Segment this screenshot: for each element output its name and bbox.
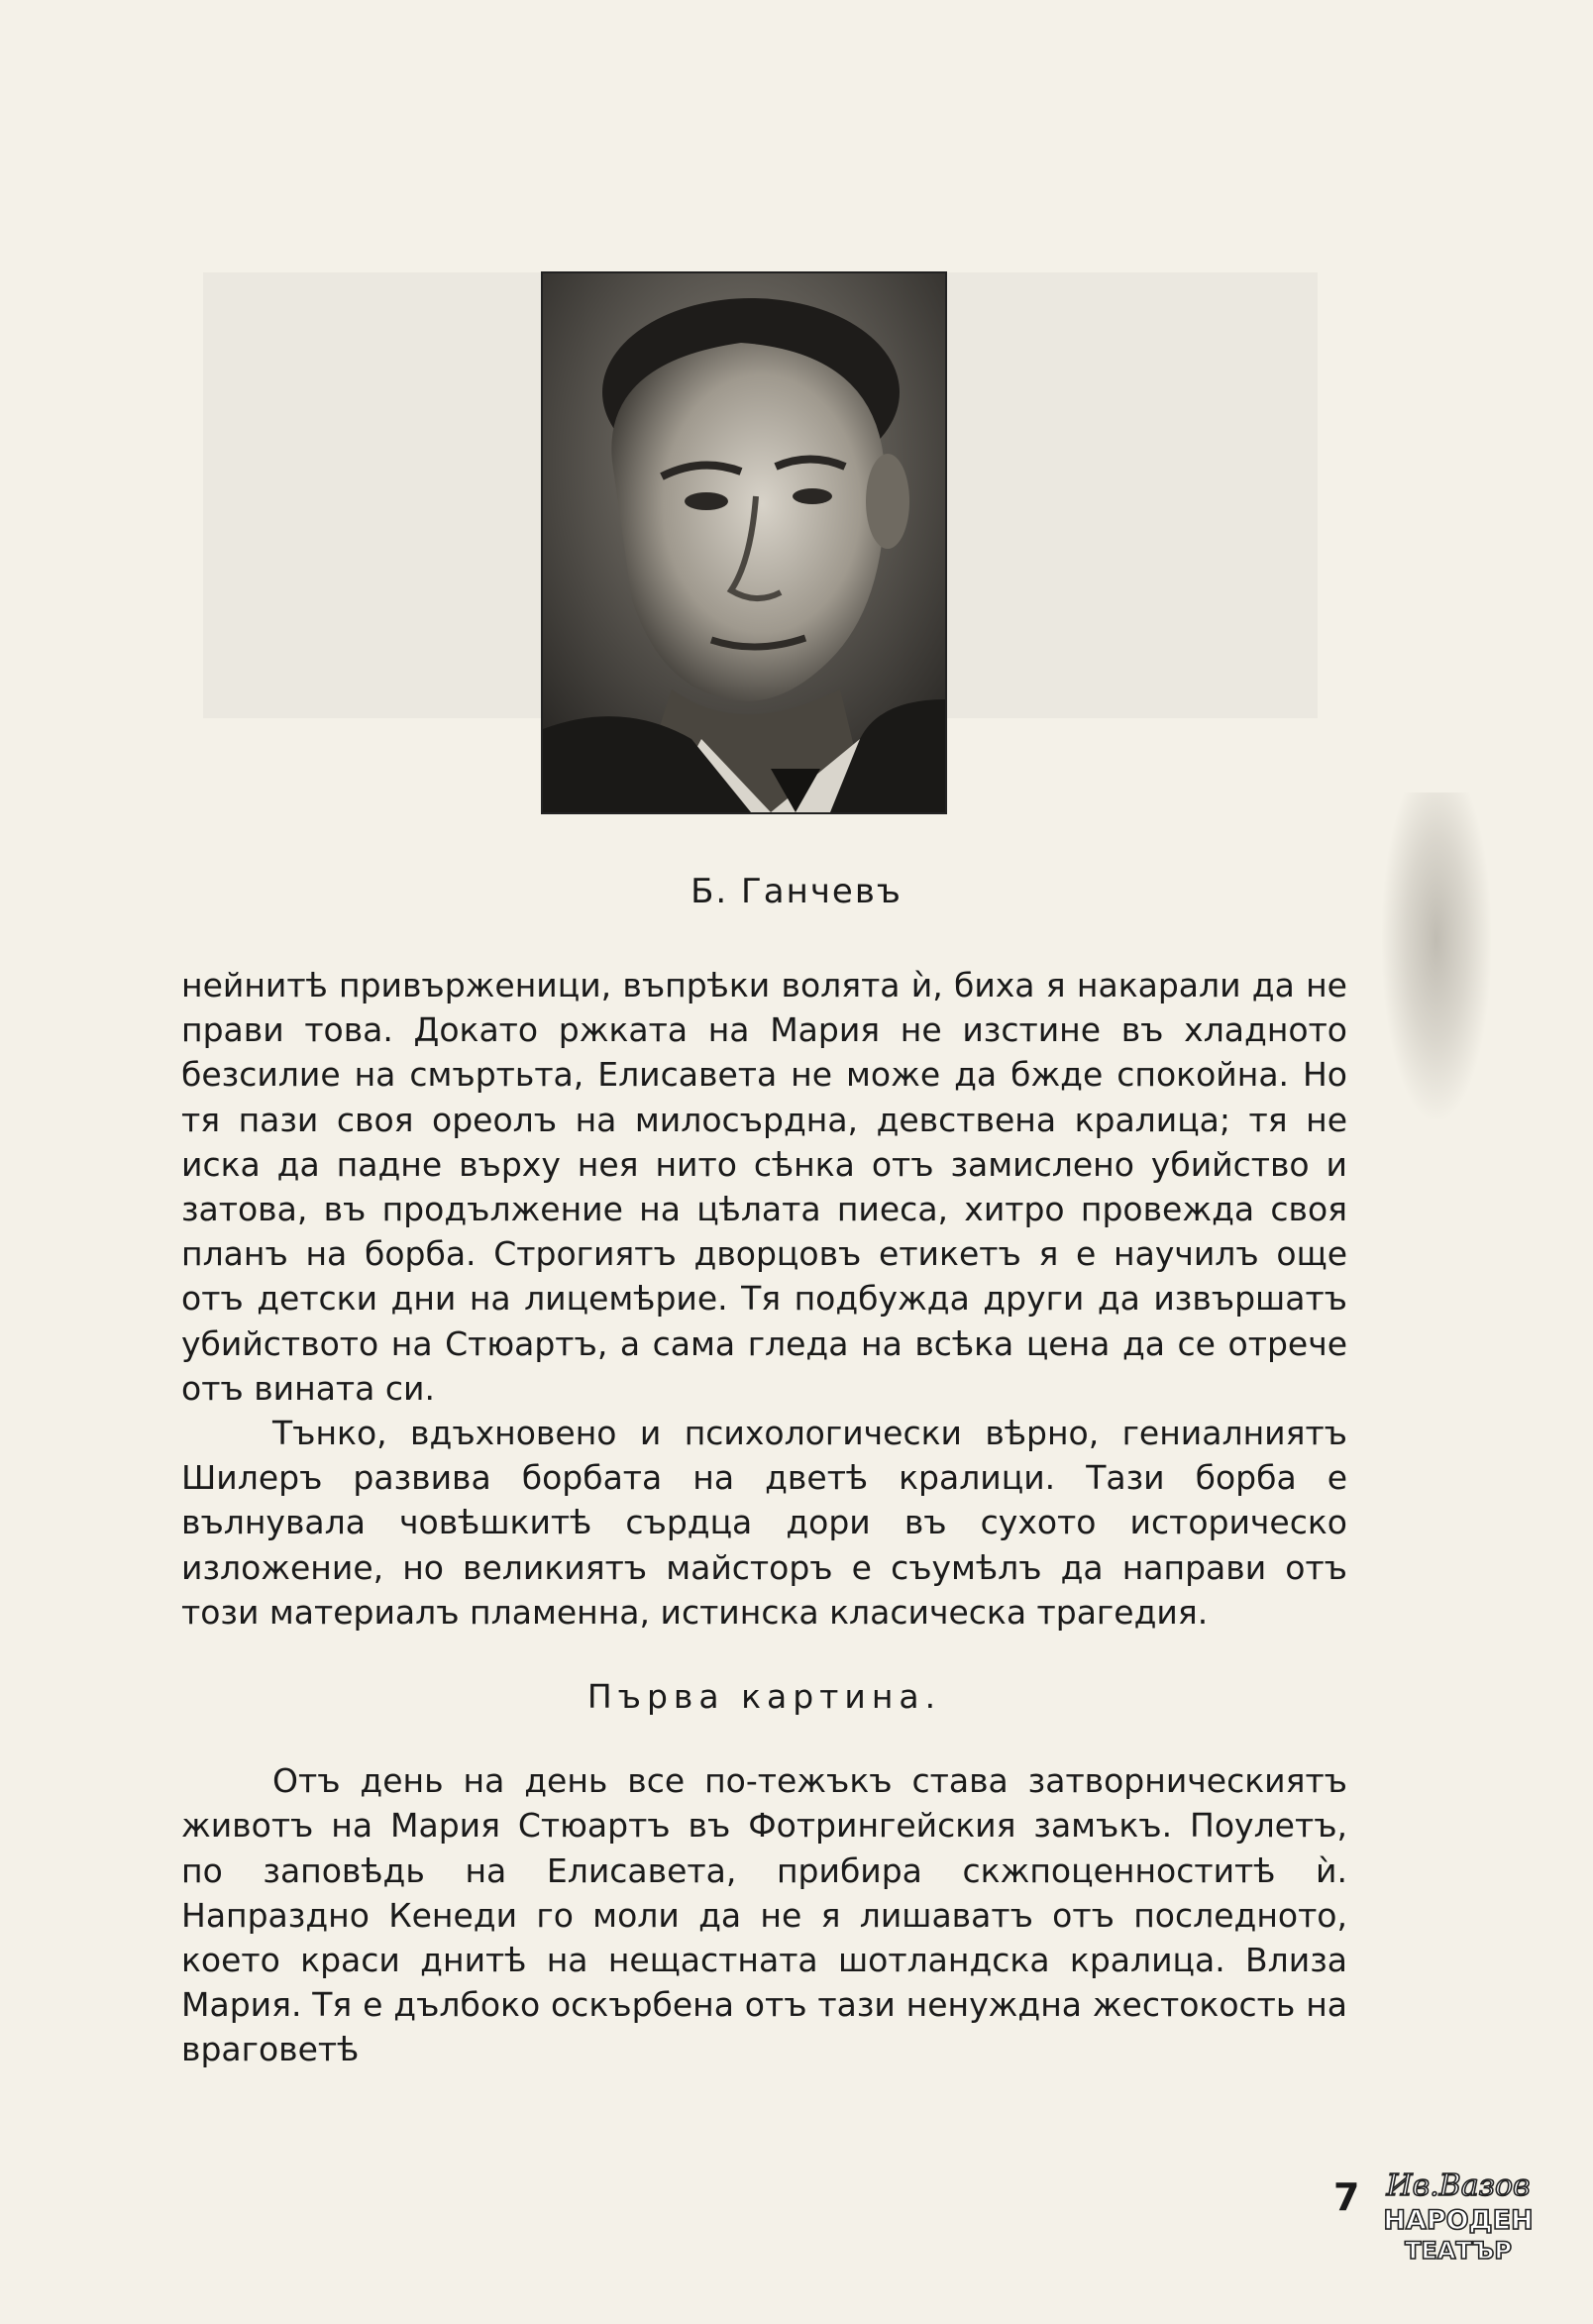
portrait-photo (541, 271, 947, 814)
paper-stain (1382, 792, 1491, 1119)
portrait-illustration (543, 273, 945, 812)
section-heading: Първа картина. (586, 1677, 942, 1717)
logo-signature: Ив.Вазов (1386, 2168, 1531, 2203)
body-text (181, 963, 1347, 2072)
section-paragraph: Отъ день на день все по-тежъкъ става затворническиятъ животъ на Мария Стюартъ въ Фотрингейския замъкъ. Поулетъ, по заповѣдь на Елисавета, прибира скжпоценноститѣ ѝ. Напраздно Кенеди го моли да не я лишаватъ отъ последното, което краси днитѣ на нещастната шотландска кралица. Влиза Мария. Тя е дълбоко оскърбена отъ тази ненуждна жестокость на враговетѣ (181, 1761, 1347, 2069)
logo-line1: НАРОДЕН (1383, 2205, 1534, 2236)
page-number: 7 (1333, 2175, 1360, 2219)
national-theatre-stamp-logo (1373, 2160, 1543, 2269)
logo-line2: ТЕАТЪР (1405, 2237, 1512, 2265)
paragraph-1: нейнитѣ привърженици, въпрѣки волята ѝ, биха я накарали да не прави това. Докато ржката на Мария не изстине въ хладното безсилие на смъртьта, Елисавета не може да бжде спокойна. Но тя пази своя ореолъ на милосърдна, девствена кралица; тя не иска да падне върху нея нито сѣнка отъ замислено убийство и затова, въ продължение на цѣлата пиеса, хитро провежда своя планъ на борба. Строгиятъ дворцовъ етикетъ я е научилъ още отъ детски дни на лицемѣрие. Тя подбужда други да извършатъ убийството на Стюартъ, а сама гледа на всѣка цена да се отрече отъ вината си. (181, 966, 1347, 1408)
photo-caption: Б. Ганчевъ (690, 872, 903, 911)
paragraph-2: Тънко, вдъхновено и психологически вѣрно, гениалниятъ Шилеръ развива борбата на дветѣ кралици. Тази борба е вълнувала човѣшкитѣ сърдца дори въ сухото историческо изложение, но великиятъ майсторъ е съумѣлъ да направи отъ този материалъ пламенна, истинска класическа трагедия. (181, 1414, 1347, 1632)
